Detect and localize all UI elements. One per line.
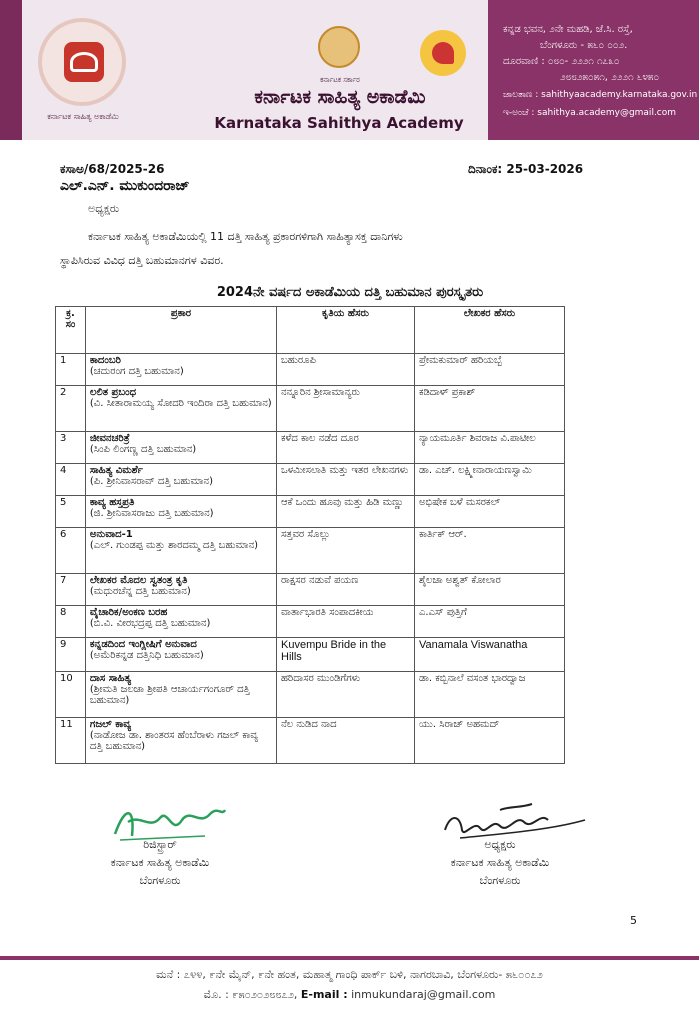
email-line: ಇ-ಅಂಚೆ : sahithya.academy@gmail.com	[503, 108, 677, 118]
row-work: ರಾಕ್ಷಸರ ನಡುವೆ ಪಯಣ	[277, 574, 415, 606]
logo-emblem-icon	[64, 42, 104, 82]
row-category	[85, 354, 276, 386]
row-author: ನ್ಯಾಯಮೂರ್ತಿ ಶಿವರಾಜ ವಿ.ಪಾಟೀಲ	[414, 432, 564, 464]
president-title: ಅಧ್ಯಕ್ಷರು	[484, 838, 516, 851]
row-serial: 7	[56, 574, 86, 606]
government-emblem-icon	[318, 26, 360, 68]
row-category	[85, 638, 276, 672]
president-city: ಬೆಂಗಳೂರು	[479, 874, 521, 887]
category-title: ಗಜಲ್ ಕಾವ್ಯ	[89, 719, 132, 730]
row-serial: 11	[56, 718, 86, 764]
row-author: ಅಭಿಷೇಕ ಬಳೆ ಮಸರಕಲ್	[414, 496, 564, 528]
row-author: ಕಾರ್ತಿಕ್ ಆರ್.	[414, 528, 564, 574]
table-row	[56, 528, 565, 574]
category-endowment: (ಪಿ. ಶ್ರೀನಿವಾಸರಾವ್ ದತ್ತಿ ಬಹುಮಾನ)	[89, 476, 214, 487]
address-line-2: ಬೆಂಗಳೂರು - ೫೬೦ ೦೦೨.	[540, 40, 628, 51]
letterhead-contact-panel	[488, 0, 699, 140]
row-author: Vanamala Viswanatha	[414, 638, 564, 672]
header-author: ಲೇಖಕರ ಹೆಸರು	[414, 307, 564, 354]
category-title: ಕಾದಂಬರಿ	[89, 355, 121, 366]
book-icon	[70, 52, 98, 72]
row-work: ನೆಲ ನುಡಿದ ನಾದ	[277, 718, 415, 764]
row-serial: 10	[56, 672, 86, 718]
category-title: ದಾಸ ಸಾಹಿತ್ಯ	[89, 673, 132, 684]
logo-caption: ಕರ್ನಾಟಕ ಸಾಹಿತ್ಯ ಅಕಾಡೆಮಿ	[47, 112, 119, 121]
category-endowment: (ಶ್ರೀಮತಿ ಜಲಜಾ ಶ್ರೀಪತಿ ಆಚಾರ್ಯಗಂಗೂರ್ ದತ್ತಿ ಬಹುಮಾನ)	[89, 684, 250, 706]
president-org: ಕರ್ನಾಟಕ ಸಾಹಿತ್ಯ ಅಕಾಡೆಮಿ	[450, 856, 550, 869]
footer-email-label: E-mail :	[300, 988, 348, 1001]
table-row	[56, 638, 565, 672]
header-work: ಕೃತಿಯ ಹೆಸರು	[277, 307, 415, 354]
category-endowment: (ಮಧುರಚೆನ್ನ ದತ್ತಿ ಬಹುಮಾನ)	[89, 586, 191, 597]
letter-date: ದಿನಾಂಕ: 25-03-2026	[468, 162, 584, 176]
academy-title-kannada: ಕರ್ನಾಟಕ ಸಾಹಿತ್ಯ ಅಕಾಡೆಮಿ	[254, 86, 426, 108]
table-row	[56, 672, 565, 718]
table-row	[56, 464, 565, 496]
reference-number: ಕಸಾಅ/68/2025-26	[60, 162, 165, 176]
anniversary-badge-icon	[420, 30, 466, 76]
sender-name: ಎಲ್.ಎನ್. ಮುಕುಂದರಾಜ್	[60, 178, 190, 194]
letterhead	[0, 0, 699, 140]
category-endowment: (ನಾಡೋಜ ಡಾ. ಶಾಂತರಸ ಹೆಂಬೆರಾಳು ಗಜಲ್ ಕಾವ್ಯ ದತ್ತಿ ಬಹುಮಾನ)	[89, 730, 259, 752]
row-serial: 3	[56, 432, 86, 464]
category-endowment: (ಬಿ.ವಿ. ವೀರಭದ್ರಪ್ಪ ದತ್ತಿ ಬಹುಮಾನ)	[89, 618, 211, 629]
sender-role: ಅಧ್ಯಕ್ಷರು	[88, 202, 120, 215]
awards-table	[55, 306, 565, 764]
category-endowment: (ವಿ. ಸೀತಾರಾಮಯ್ಯ ಸೋದರಿ ಇಂದಿರಾ ದತ್ತಿ ಬಹುಮಾನ)	[89, 398, 272, 409]
category-endowment: (ಸಿಂಪಿ ಲಿಂಗಣ್ಣ ದತ್ತಿ ಬಹುಮಾನ)	[89, 444, 197, 455]
row-work: ನನ್ನೂರಿನ ಶ್ರೀಸಾಮಾನ್ಯರು	[277, 386, 415, 432]
footer-address: ಮನೆ : ೭೪೪, ೯ನೇ ಮೈನ್, ೯ನೇ ಹಂತ, ಮಹಾತ್ಮ ಗಾಂಧಿ ಪಾರ್ಕ್ ಬಳಿ, ನಾಗರಬಾವಿ, ಬೆಂಗಳೂರು- ೫೬೦೦೭೨	[156, 968, 543, 981]
row-author: ಯು. ಸಿರಾಜ್ ಅಹಮದ್	[414, 718, 564, 764]
row-work: ಒಳಮೀಸಲಾತಿ ಮತ್ತು ಇತರ ಲೇಖನಗಳು	[277, 464, 415, 496]
category-title: ಅನುವಾದ-1	[89, 529, 133, 540]
registrar-city: ಬೆಂಗಳೂರು	[139, 874, 181, 887]
row-category	[85, 464, 276, 496]
row-serial: 6	[56, 528, 86, 574]
category-title: ಕಾವ್ಯ ಹಸ್ತಪ್ರತಿ	[89, 497, 135, 508]
header-serial: ಕ್ರ. ಸಂ	[56, 307, 86, 354]
row-serial: 1	[56, 354, 86, 386]
row-author: ಎ.ಎಸ್ ಪುತ್ತಿಗೆ	[414, 606, 564, 638]
table-title: 2024ನೇ ವರ್ಷದ ಅಕಾಡೆಮಿಯ ದತ್ತಿ ಬಹುಮಾನ ಪುರಸ್ಕೃತರು	[216, 285, 484, 300]
phone-line-2: ೨೮೮೨೫೦೫೧, ೨೨೨೧ ೬೪೫೦	[560, 72, 660, 83]
intro-line-1: ಕರ್ನಾಟಕ ಸಾಹಿತ್ಯ ಅಕಾಡೆಮಿಯಲ್ಲಿ 11 ದತ್ತಿ ಸಾಹಿತ್ಯ ಪ್ರಕಾರಗಳಿಗಾಗಿ ಸಾಹಿತ್ಯಾಸಕ್ತ ದಾನಿಗಳು	[88, 230, 403, 243]
footer-divider	[0, 956, 699, 960]
footer-contact	[0, 988, 699, 1002]
academy-title-english: Karnataka Sahithya Academy	[214, 114, 464, 132]
row-serial: 2	[56, 386, 86, 432]
row-work: ವಾರ್ತಾಭಾರತಿ ಸಂಪಾದಕೀಯ	[277, 606, 415, 638]
category-title: ಲಲಿತ ಪ್ರಬಂಧ	[89, 387, 137, 398]
row-work: ಕಳೆದ ಕಾಲ ನಡೆದ ದೂರ	[277, 432, 415, 464]
row-work: ಹರಿದಾಸರ ಮುಂಡಿಗೆಗಳು	[277, 672, 415, 718]
category-endowment: (ಚದುರಂಗ ದತ್ತಿ ಬಹುಮಾನ)	[89, 366, 184, 377]
row-category	[85, 496, 276, 528]
table-row	[56, 432, 565, 464]
academy-logo-icon	[38, 18, 126, 106]
table-row	[56, 496, 565, 528]
phone-line-1: ದೂರವಾಣಿ : ೦೮೦- ೨೨೨೧ ೧೭೩೦	[503, 56, 620, 67]
row-work: Kuvempu Bride in the Hills	[277, 638, 415, 672]
table-row	[56, 386, 565, 432]
row-category	[85, 528, 276, 574]
page-number: 5	[630, 914, 637, 927]
row-category	[85, 432, 276, 464]
row-work: ಸತ್ತವರ ಸೊಲ್ಲು	[277, 528, 415, 574]
row-author: ಡಾ. ಎಚ್. ಲಕ್ಷ್ಮೀನಾರಾಯಣಸ್ವಾಮಿ	[414, 464, 564, 496]
intro-line-2: ಸ್ಥಾಪಿಸಿರುವ ವಿವಿಧ ದತ್ತಿ ಬಹುಮಾನಗಳ ವಿವರ.	[60, 254, 224, 267]
emblem-caption: ಕರ್ನಾಟಕ ಸರ್ಕಾರ	[320, 76, 360, 84]
row-serial: 5	[56, 496, 86, 528]
table-row	[56, 718, 565, 764]
registrar-title: ರಿಜಿಸ್ಟ್ರಾರ್	[143, 838, 177, 851]
row-serial: 8	[56, 606, 86, 638]
row-work: ಆಕೆ ಒಂದು ಹೂವು ಮತ್ತು ಹಿಡಿ ಮಣ್ಣು	[277, 496, 415, 528]
category-endowment: (ಎಲ್. ಗುಂಡಪ್ಪ ಮತ್ತು ಶಾರದಮ್ಮ ದತ್ತಿ ಬಹುಮಾನ)	[89, 540, 259, 551]
row-category	[85, 718, 276, 764]
row-category	[85, 672, 276, 718]
row-author: ಡಾ. ಕಬ್ಬಿನಾಲೆ ವಸಂತ ಭಾರದ್ವಾಜ	[414, 672, 564, 718]
category-endowment: (ಜಿ. ಶ್ರೀನಿವಾಸರಾಜು ದತ್ತಿ ಬಹುಮಾನ)	[89, 508, 214, 519]
row-category	[85, 606, 276, 638]
category-title: ಸಾಹಿತ್ಯ ವಿಮರ್ಶೆ	[89, 465, 143, 476]
table-row	[56, 606, 565, 638]
website-line: ಜಾಲತಾಣ : sahithyaacademy.karnataka.gov.in	[503, 90, 698, 100]
category-endowment: (ಅಮೆರಿಕನ್ನಡ ದತ್ತಿನಿಧಿ ಬಹುಮಾನ)	[89, 650, 204, 661]
row-category	[85, 574, 276, 606]
category-title: ವೈಚಾರಿಕ/ಅಂಕಣ ಬರಹ	[89, 607, 168, 618]
row-author: ಪ್ರೇಮಕುಮಾರ್ ಹರಿಯಬ್ಬೆ	[414, 354, 564, 386]
row-work: ಬಹುರೂಪಿ	[277, 354, 415, 386]
address-line-1: ಕನ್ನಡ ಭವನ, ೨ನೇ ಮಹಡಿ, ಜೆ.ಸಿ. ರಸ್ತೆ,	[503, 24, 633, 35]
footer-email: inmukundaraj@gmail.com	[351, 988, 496, 1001]
table-row	[56, 574, 565, 606]
table-header-row	[56, 307, 565, 354]
row-serial: 9	[56, 638, 86, 672]
row-category	[85, 386, 276, 432]
category-title: ಕನ್ನಡದಿಂದ ಇಂಗ್ಲೀಷಿಗೆ ಅನುವಾದ	[89, 639, 197, 650]
row-author: ಕಡಿದಾಳ್ ಪ್ರಕಾಶ್	[414, 386, 564, 432]
category-title: ಲೇಖಕರ ಮೊದಲ ಸ್ವತಂತ್ರ ಕೃತಿ	[89, 575, 188, 586]
category-title: ಜೀವನಚರಿತ್ರೆ	[89, 433, 130, 444]
footer-mobile: ಮೊ. : ೯೫೦೨೦೨೮೮೭೨,	[203, 988, 298, 1001]
row-author: ಶೈಲಜಾ ಅಶ್ವತ್ ಕೋಲಾರ	[414, 574, 564, 606]
row-serial: 4	[56, 464, 86, 496]
header-category: ಪ್ರಕಾರ	[85, 307, 276, 354]
registrar-org: ಕರ್ನಾಟಕ ಸಾಹಿತ್ಯ ಅಕಾಡೆಮಿ	[110, 856, 210, 869]
table-row	[56, 354, 565, 386]
